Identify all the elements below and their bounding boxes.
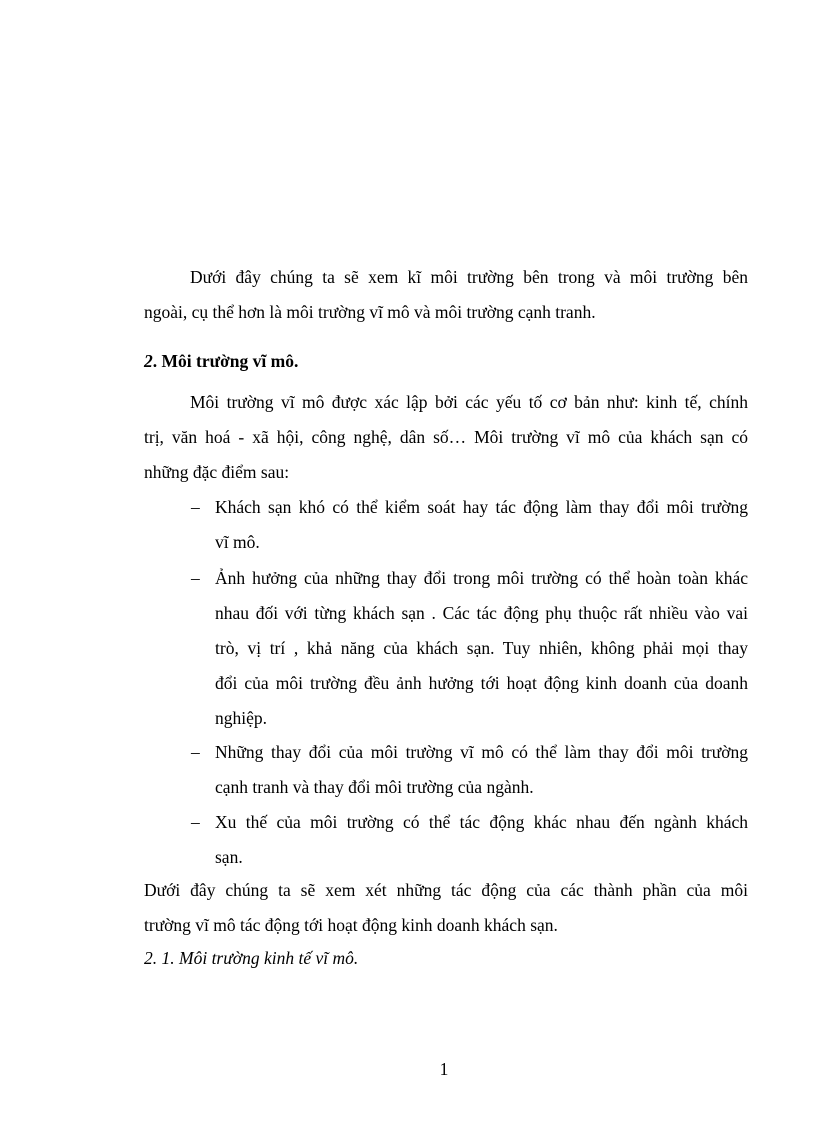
- intro-line-1: Dưới đây chúng ta sẽ xem kĩ môi trường bên trong và môi trường bên: [190, 267, 748, 287]
- para1-line-3: những đặc điểm sau:: [144, 462, 290, 482]
- bullet-dash: –: [191, 812, 200, 832]
- para2-line-1: Dưới đây chúng ta sẽ xem xét những tác động của các thành phần của môi: [144, 880, 748, 900]
- bullet-2-line-4: đổi của môi trường đều ảnh hưởng tới hoạt động kinh doanh của doanh: [215, 673, 748, 693]
- bullet-1-line-2: vĩ mô.: [215, 532, 260, 552]
- bullet-4-line-2: sạn.: [215, 847, 243, 867]
- bullet-dash: –: [191, 568, 200, 588]
- bullet-3-line-2: cạnh tranh và thay đổi môi trường của ngành.: [215, 777, 534, 797]
- para1-line-1: Môi trường vĩ mô được xác lập bởi các yếu tố cơ bản như: kinh tế, chính: [190, 392, 748, 412]
- bullet-2-line-5: nghiệp.: [215, 708, 268, 728]
- bullet-dash: –: [191, 742, 200, 762]
- subsection-heading: 2. 1. Môi trường kinh tế vĩ mô.: [144, 948, 359, 968]
- page-number: 1: [439, 1059, 449, 1079]
- section-heading: [144, 349, 298, 373]
- bullet-dash: –: [191, 497, 200, 517]
- bullet-2-line-3: trò, vị trí , khả năng của khách sạn. Tuy nhiên, không phải mọi thay: [215, 638, 748, 658]
- bullet-3-line-1: Những thay đổi của môi trường vĩ mô có thể làm thay đổi môi trường: [215, 742, 748, 762]
- section-number: 2: [144, 351, 153, 371]
- para1-line-2: trị, văn hoá - xã hội, công nghệ, dân số… Môi trường vĩ mô của khách sạn có: [144, 427, 748, 447]
- para2-line-2: trường vĩ mô tác động tới hoạt động kinh doanh khách sạn.: [144, 915, 558, 935]
- bullet-2-line-2: nhau đối với từng khách sạn . Các tác động phụ thuộc rất nhiều vào vai: [215, 603, 748, 623]
- bullet-1-line-1: Khách sạn khó có thể kiểm soát hay tác động làm thay đổi môi trường: [215, 497, 748, 517]
- intro-line-2: ngoài, cụ thể hơn là môi trường vĩ mô và môi trường cạnh tranh.: [144, 302, 596, 322]
- bullet-2-line-1: Ảnh hưởng của những thay đổi trong môi trường có thể hoàn toàn khác: [215, 568, 748, 588]
- bullet-4-line-1: Xu thế của môi trường có thể tác động khác nhau đến ngành khách: [215, 812, 748, 832]
- section-title: . Môi trường vĩ mô.: [152, 351, 299, 371]
